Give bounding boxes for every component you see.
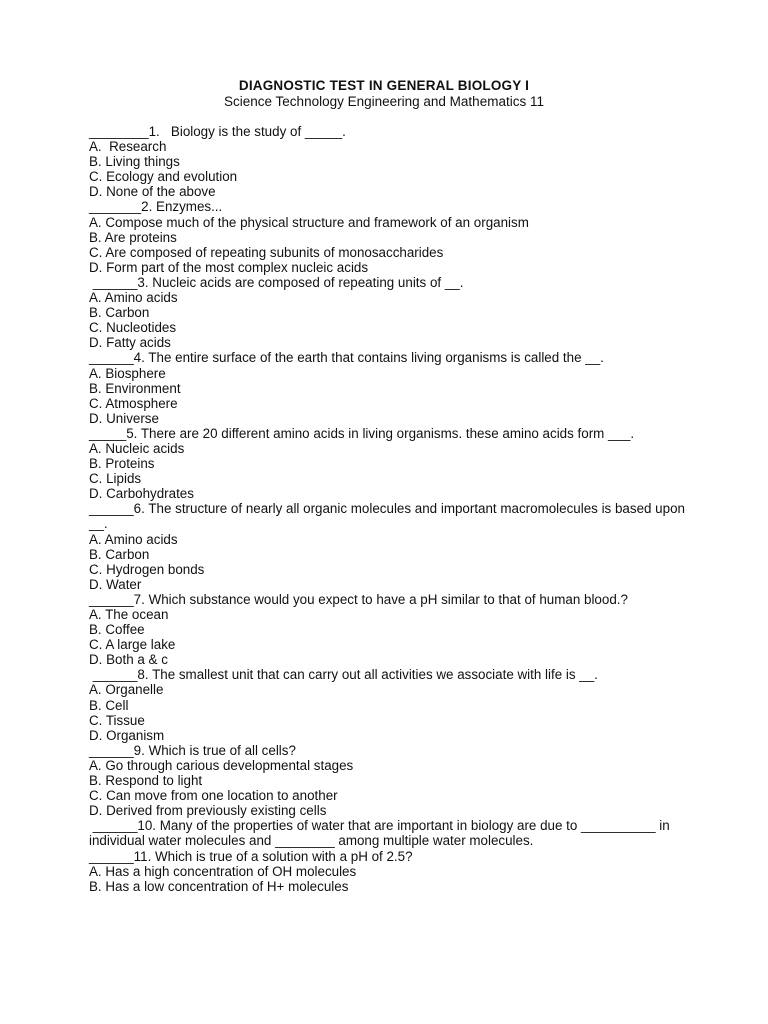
question-item <box>89 199 689 274</box>
question-list <box>89 124 689 894</box>
answer-option: A. Research <box>89 139 167 155</box>
answer-option: B. Proteins <box>89 456 155 472</box>
answer-option: A. Nucleic acids <box>89 440 185 456</box>
answer-option: C. Hydrogen bonds <box>89 561 205 577</box>
question-stem: _______2. Enzymes... <box>89 199 223 215</box>
answer-option: B. Environment <box>89 380 181 396</box>
answer-option: C. Nucleotides <box>89 320 177 336</box>
answer-option: B. Carbon <box>89 305 150 321</box>
answer-option: D. None of the above <box>89 184 216 200</box>
answer-option: A. Amino acids <box>89 290 178 306</box>
answer-option: C. Lipids <box>89 471 142 487</box>
answer-option: B. Has a low concentration of H+ molecules <box>89 878 349 894</box>
answer-option: A. Biosphere <box>89 365 166 381</box>
question-stem: ______9. Which is true of all cells? <box>89 742 296 758</box>
answer-option: C. Ecology and evolution <box>89 169 238 185</box>
question-item <box>89 818 689 848</box>
answer-option: D. Derived from previously existing cells <box>89 803 327 819</box>
answer-option: C. Are composed of repeating subunits of monosaccharides <box>89 244 444 260</box>
question-stem: ________1. Biology is the study of _____. <box>89 124 346 139</box>
answer-option: D. Water <box>89 576 142 592</box>
question-item <box>89 124 689 199</box>
question-item <box>89 849 689 894</box>
question-stem: ______8. The smallest unit that can carry out all activities we associate with life is __. <box>89 667 598 683</box>
answer-option: D. Fatty acids <box>89 335 171 351</box>
question-item <box>89 426 689 501</box>
question-item <box>89 667 689 742</box>
question-stem: ______4. The entire surface of the earth that contains living organisms is called the __. <box>89 350 604 366</box>
answer-option: D. Carbohydrates <box>89 486 194 502</box>
answer-option: D. Form part of the most complex nucleic acids <box>89 259 369 275</box>
question-stem: ______3. Nucleic acids are composed of repeating units of __. <box>89 274 464 290</box>
question-item <box>89 592 689 667</box>
answer-option: B. Carbon <box>89 546 150 562</box>
answer-option: A. Organelle <box>89 682 164 698</box>
document-title: DIAGNOSTIC TEST IN GENERAL BIOLOGY I <box>238 78 530 93</box>
question-stem: ______11. Which is true of a solution with a pH of 2.5? <box>89 848 413 864</box>
answer-option: A. Go through carious developmental stages <box>89 757 354 773</box>
document-subtitle: Science Technology Engineering and Mathematics 11 <box>224 94 544 109</box>
question-stem: ______6. The structure of nearly all organic molecules and important macromolecules is based upon __. <box>89 501 689 532</box>
answer-option: B. Respond to light <box>89 773 203 789</box>
answer-option: C. Atmosphere <box>89 395 178 411</box>
document-header <box>0 78 768 110</box>
answer-option: B. Cell <box>89 697 129 713</box>
answer-option: D. Universe <box>89 410 159 426</box>
question-stem: ______10. Many of the properties of water that are important in biology are due to __________ in individual water molecules and ________ among multiple water molecules. <box>89 818 674 849</box>
answer-option: A. Has a high concentration of OH molecules <box>89 863 357 879</box>
answer-option: B. Coffee <box>89 622 145 638</box>
question-item <box>89 501 689 592</box>
answer-option: C. Can move from one location to another <box>89 788 338 804</box>
answer-option: C. Tissue <box>89 712 145 728</box>
answer-option: A. Amino acids <box>89 531 178 547</box>
question-item <box>89 743 689 818</box>
answer-option: D. Organism <box>89 727 165 743</box>
question-item <box>89 275 689 350</box>
answer-option: B. Are proteins <box>89 229 177 245</box>
answer-option: D. Both a & c <box>89 652 168 668</box>
question-item <box>89 350 689 425</box>
question-stem: _____5. There are 20 different amino acids in living organisms. these amino acids form ___. <box>89 425 635 441</box>
answer-option: A. The ocean <box>89 607 169 622</box>
answer-option: B. Living things <box>89 154 180 170</box>
answer-option: C. A large lake <box>89 637 176 653</box>
question-stem: ______7. Which substance would you expect to have a pH similar to that of human blood.? <box>89 591 628 607</box>
answer-option: A. Compose much of the physical structure and framework of an organism <box>89 214 529 230</box>
